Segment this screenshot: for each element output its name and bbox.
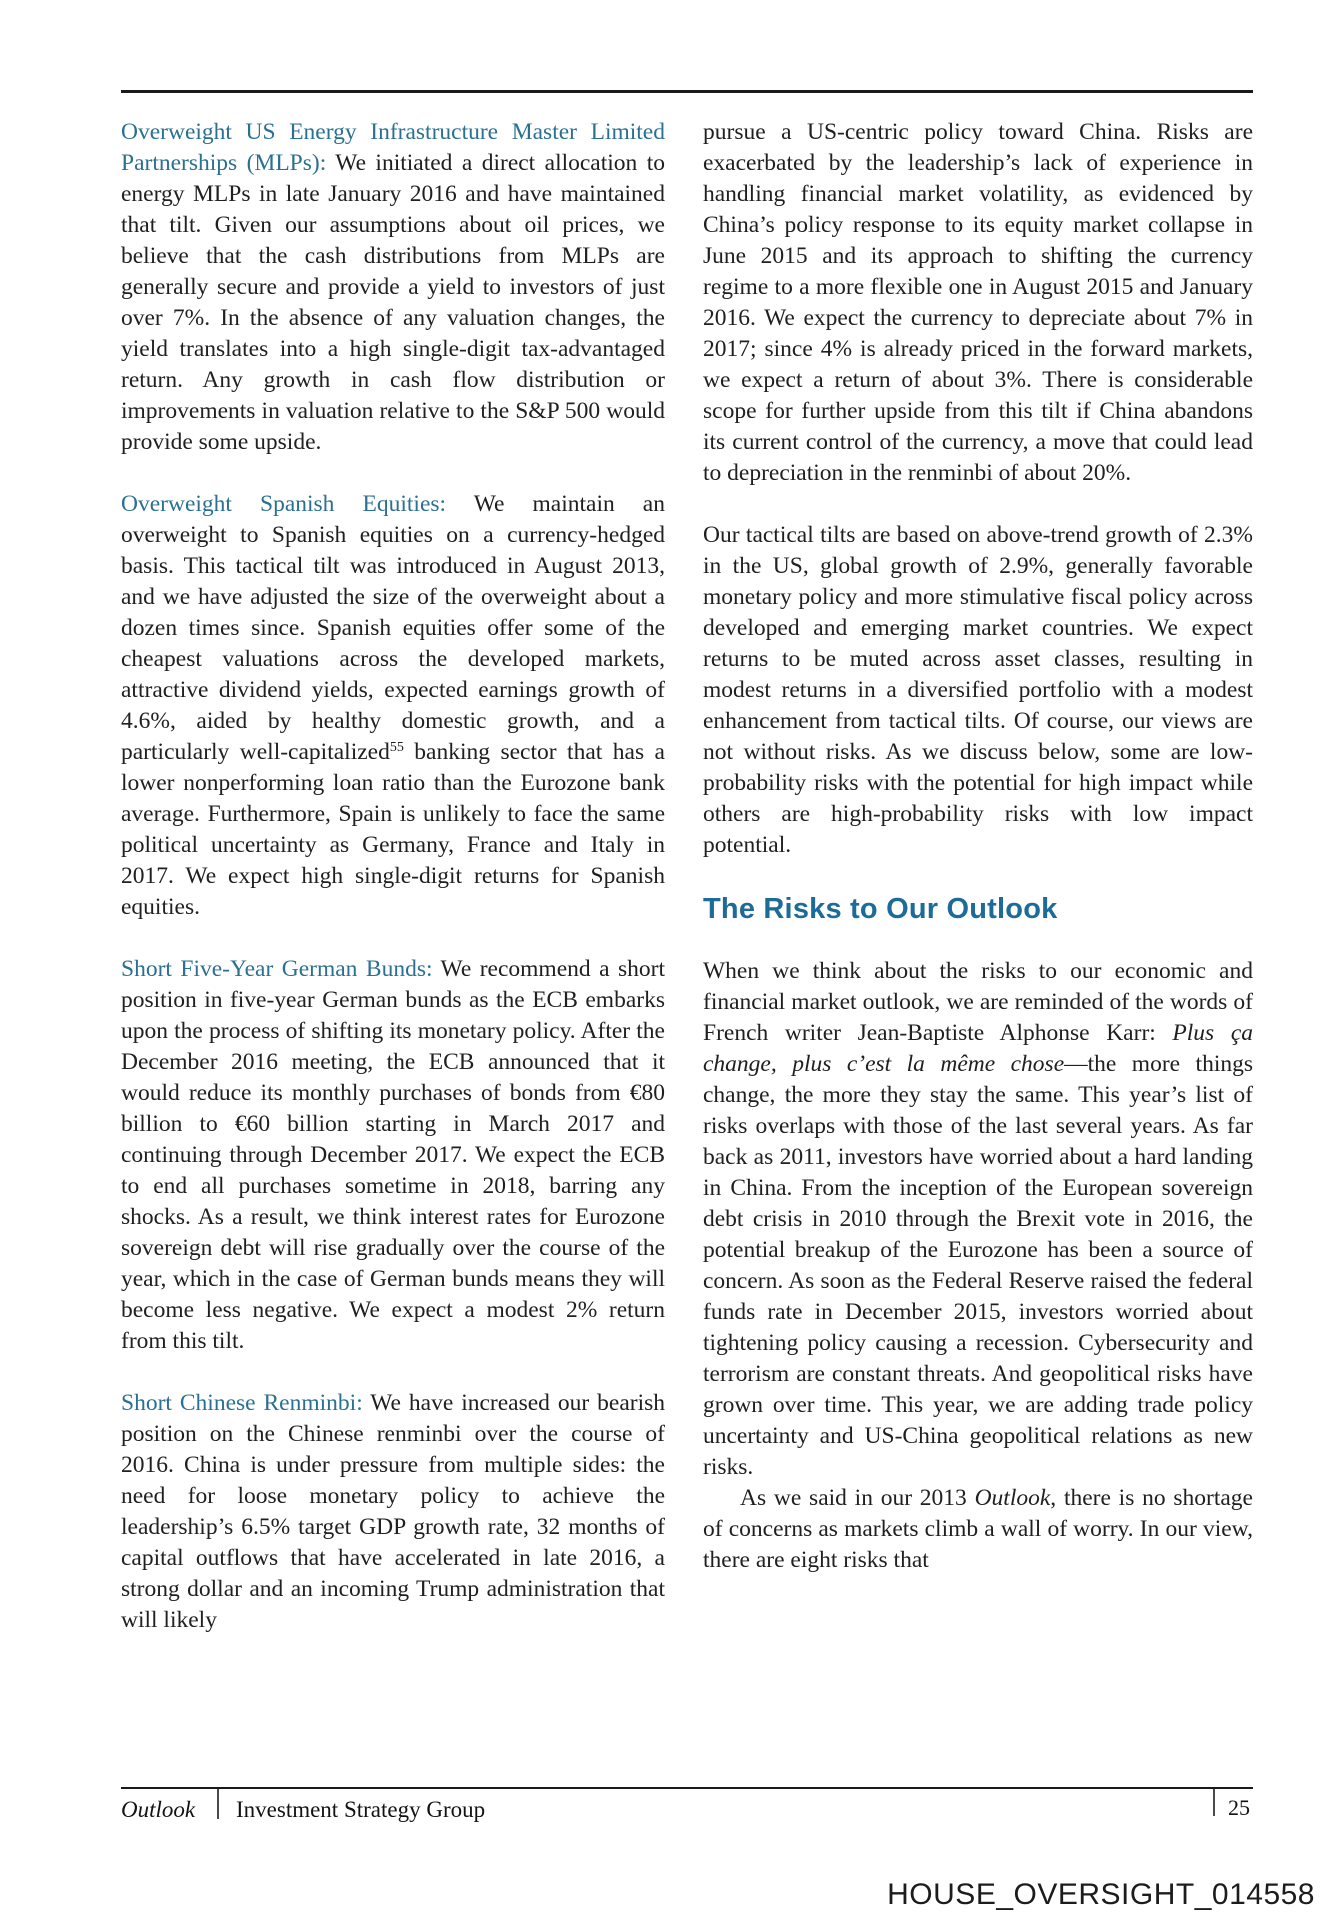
text-segment: Overweight Spanish Equities:: [121, 491, 447, 517]
text-segment: We have increased our bearish position on the Chinese renminbi over the course of 2016. China is under pressure from multiple sides: the need for loose monetary policy to achieve the leadership’s 6.5% target GDP growth rate, 32 months of capital outflows that have accelerated in late 2016, a strong dollar and an incoming Trump administration that will likely: [121, 1390, 665, 1633]
text-segment: Plus ça change, plus c’est la même chose: [703, 1020, 1253, 1077]
text-segment: As we said in our 2013: [740, 1485, 975, 1511]
text-segment: Our tactical tilts are based on above-trend growth of 2.3% in the US, global growth of 2.9%, generally favorable monetary policy and more stimulative fiscal policy across developed and emerging market countries. We expect returns to be muted across asset classes, resulting in modest returns in a diversified portfolio with a modest enhancement from tactical tilts. Of course, our views are not without risks. As we discuss below, some are low-probability risks with the potential for high impact while others are high-probability risks with low impact potential.: [703, 522, 1253, 858]
text-segment: Outlook: [974, 1485, 1051, 1511]
header-rule: [121, 90, 1253, 93]
footer-journal-title: Outlook: [121, 1797, 196, 1822]
text-segment: Short Chinese Renminbi:: [121, 1390, 363, 1416]
paragraph: [703, 520, 1253, 861]
paragraph: [121, 1388, 665, 1636]
paragraph: [703, 117, 1253, 489]
right-column: [703, 117, 1253, 1607]
section-heading: The Risks to Our Outlook: [703, 893, 1058, 925]
footer-separator: [217, 1789, 219, 1819]
text-segment: Short Five-Year German Bunds:: [121, 956, 433, 982]
text-segment: We maintain an overweight to Spanish equities on a currency-hedged basis. This tactical tilt was introduced in August 2013, and we have adjusted the size of the overweight about a dozen times since. Spanish equities offer some of the cheapest valuations across the developed markets, attractive dividend yields, expected earnings growth of 4.6%, aided by healthy domestic growth, and a particularly well-capitalized: [121, 491, 665, 765]
footer-rule: [121, 1787, 1253, 1789]
paragraph: [121, 489, 665, 923]
footer-group-name: Investment Strategy Group: [236, 1797, 486, 1822]
page-number: 25: [1228, 1795, 1250, 1820]
text-segment: When we think about the risks to our economic and financial market outlook, we are reminded of the words of French writer Jean-Baptiste Alphonse Karr:: [703, 958, 1253, 1046]
footnote-reference: 55: [389, 740, 404, 755]
text-segment: pursue a US-centric policy toward China. Risks are exacerbated by the leadership’s lack of experience in handling financial market volatility, as evidenced by China’s policy response to its equity market collapse in June 2015 and its approach to shifting the currency regime to a more flexible one in August 2015 and January 2016. We expect the currency to depreciate about 7% in 2017; since 4% is already priced in the forward markets, we expect a return of about 3%. There is considerable scope for further upside from this tilt if China abandons its current control of the currency, a move that could lead to depreciation in the renminbi of about 20%.: [703, 119, 1253, 486]
left-column: [121, 117, 665, 1667]
text-segment: —the more things change, the more they stay the same. This year’s list of risks overlaps with those of the last several years. As far back as 2011, investors have worried about a hard landing in China. From the inception of the European sovereign debt crisis in 2010 through the Brexit vote in 2016, the potential breakup of the Eurozone has been a source of concern. As soon as the Federal Reserve raised the federal funds rate in December 2015, investors worried about tightening policy causing a recession. Cybersecurity and terrorism are constant threats. And geopolitical risks have grown over time. This year, we are adding trade policy uncertainty and US-China geopolitical relations as new risks.: [703, 1051, 1253, 1480]
footer-page-separator: [1213, 1789, 1215, 1816]
text-segment: , there is no shortage of concerns as markets climb a wall of worry. In our view, there are eight risks that: [703, 1485, 1253, 1573]
text-segment: We recommend a short position in five-year German bunds as the ECB embarks upon the process of shifting its monetary policy. After the December 2016 meeting, the ECB announced that it would reduce its monthly purchases of bonds from €80 billion to €60 billion starting in March 2017 and continuing through December 2017. We expect the ECB to end all purchases sometime in 2018, barring any shocks. As a result, we think interest rates for Eurozone sovereign debt will rise gradually over the course of the year, which in the case of German bunds means they will become less negative. We expect a modest 2% return from this tilt.: [121, 956, 665, 1354]
paragraph: [121, 117, 665, 458]
paragraph: [703, 1483, 1253, 1576]
text-segment: Overweight US Energy Infrastructure Master Limited Partnerships (MLPs):: [121, 119, 665, 176]
text-segment: We initiated a direct allocation to energy MLPs in late January 2016 and have maintained that tilt. Given our assumptions about oil prices, we believe that the cash distributions from MLPs are generally secure and provide a yield to investors of just over 7%. In the absence of any valuation changes, the yield translates into a high single-digit tax-advantaged return. Any growth in cash flow distribution or improvements in valuation relative to the S&P 500 would provide some upside.: [121, 150, 665, 455]
watermark: HOUSE_OVERSIGHT_014558: [887, 1878, 1315, 1911]
text-segment: banking sector that has a lower nonperforming loan ratio than the Eurozone bank average. Furthermore, Spain is unlikely to face the same political uncertainty as Germany, France and Italy in 2017. We expect high single-digit returns for Spanish equities.: [121, 739, 665, 920]
paragraph: [703, 956, 1253, 1483]
paragraph: [121, 954, 665, 1357]
